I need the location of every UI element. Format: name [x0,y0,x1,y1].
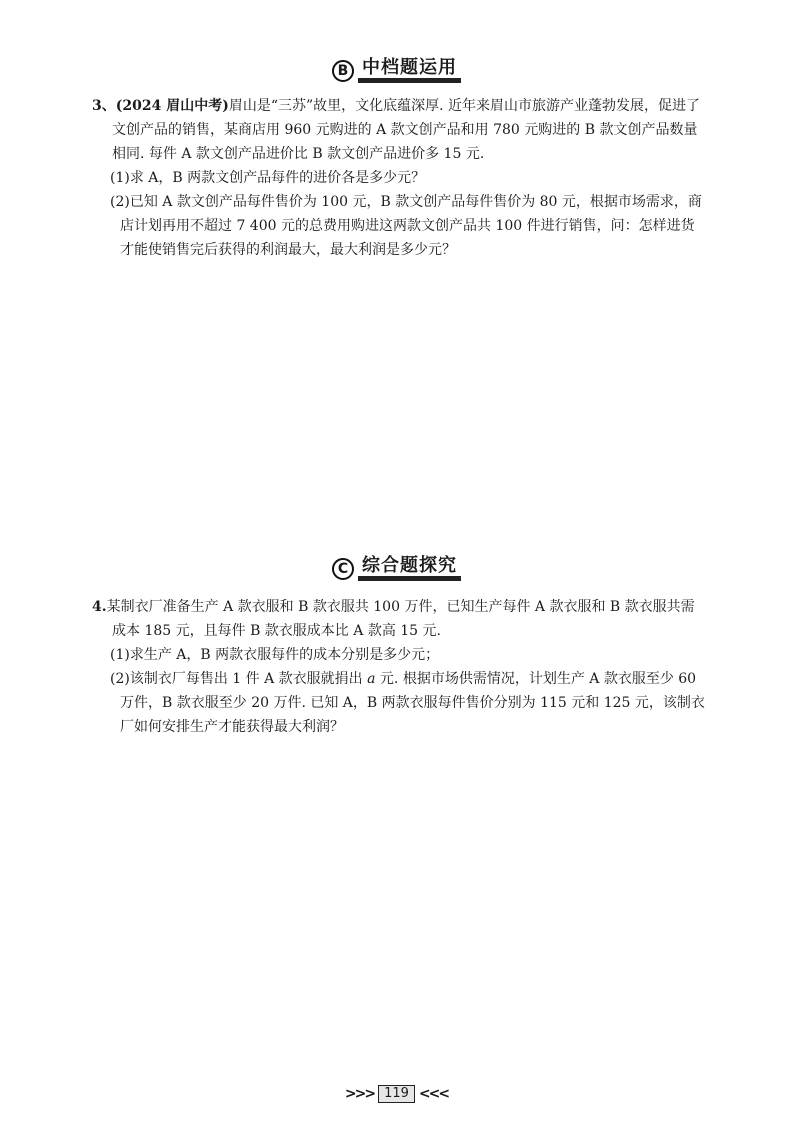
problem-4-question-2-line-2: 万件，B 款衣服至少 20 万件. 已知 A，B 两款衣服每件售价分别为 115 元和 125 元，该制衣 [120,695,705,711]
problem-4-text-2: 成本 185 元，且每件 B 款衣服成本比 A 款高 15 元. [112,623,441,639]
problem-4-question-2-line-3: 厂如何安排生产才能获得最大利润？ [120,719,344,735]
page-footer [0,1085,793,1103]
problem-4-question-1: (1)求生产 A，B 两款衣服每件的成本分别是多少元； [110,647,440,663]
problem-3-text-1: 眉山是“三苏”故里，文化底蕴深厚. 近年来眉山市旅游产业蓬勃发展，促进了 [228,98,701,114]
problem-3-number: 3 [92,98,102,114]
problem-3-question-2-line-1: (2)已知 A 款文创产品每件售价为 100 元，B 款文创产品每件售价为 80 元，根据市场需求，商 [110,194,702,210]
section-c-header [0,556,793,581]
problem-4-number: 4. [92,599,107,615]
problem-3-question-2-line-3: 才能使销售完后获得的利润最大，最大利润是多少元？ [120,242,456,258]
problem-3-question-1: (1)求 A，B 两款文创产品每件的进价各是多少元？ [110,170,426,186]
problem-4-text-1: 某制衣厂准备生产 A 款衣服和 B 款衣服共 100 万件，已知生产每件 A 款衣服和 B 款衣服共需 [106,599,695,615]
right-arrows-icon: <<< [418,1086,449,1102]
problem-3-question-2-line-2: 店计划再用不超过 7 400 元的总费用购进这两款文创产品共 100 件进行销售，问：怎样进货 [120,218,695,234]
problem-4-question-2-line-1 [92,667,712,691]
problem-4-question-2-part-a: (2)该制衣厂每售出 1 件 A 款衣服就捐出 [110,671,368,687]
section-c-badge-icon: C [332,558,354,580]
problem-3 [92,94,712,262]
left-arrows-icon: >>> [344,1086,375,1102]
section-b-badge-icon: B [332,60,354,82]
problem-4 [92,595,712,739]
page-number: 119 [378,1085,415,1103]
problem-4-question-2-part-b: 元. 根据市场供需情况，计划生产 A 款衣服至少 60 [375,671,697,687]
section-b-header [0,58,793,83]
problem-3-text-3: 相同. 每件 A 款文创产品进价比 B 款文创产品进价多 15 元. [112,146,485,162]
problem-4-line-1 [92,595,712,619]
problem-4-variable-a: a [367,671,376,687]
problem-3-source: 、(2024 眉山中考) [101,98,229,114]
section-c-title: 综合题探究 [358,556,461,581]
problem-3-text-2: 文创产品的销售，某商店用 960 元购进的 A 款文创产品和用 780 元购进的 B 款文创产品数量 [112,122,698,138]
section-b-title: 中档题运用 [358,58,461,83]
problem-3-line-1 [92,94,712,118]
